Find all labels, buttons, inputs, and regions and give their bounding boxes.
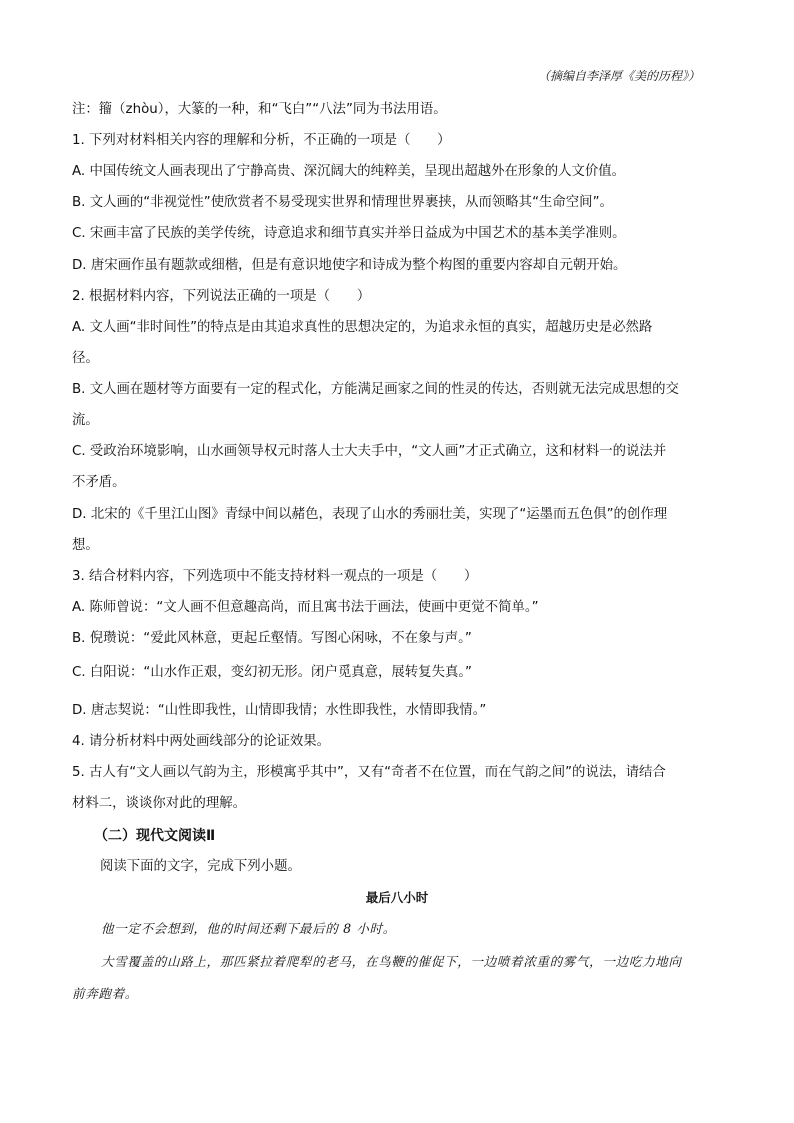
question-2-option-b-cont: 流。 <box>72 413 99 428</box>
question-2-stem: 2. 根据材料内容，下列说法正确的一项是（ ） <box>72 289 371 304</box>
annotation: 注：籀（zhòu），大篆的一种，和“飞白”“八法”同为书法用语。 <box>72 102 447 117</box>
question-1-option-a: A. 中国传统文人画表现出了宁静高贵、深沉阔大的纯粹美，呈现出超越外在形象的人文价值。 <box>72 164 626 179</box>
source-note: （摘编自李泽厚《美的历程》） <box>538 69 701 83</box>
question-1-stem: 1. 下列对材料相关内容的理解和分析，不正确的一项是（ ） <box>72 133 451 148</box>
question-1-option-d: D. 唐宋画作虽有题款或细楷，但是有意识地使字和诗成为整个构图的重要内容却自元朝开始。 <box>72 258 627 273</box>
question-3-option-c: C. 白阳说：“山水作正艰，变幻初无形。闭户觅真意，展转复失真。” <box>72 665 472 680</box>
question-4: 4. 请分析材料中两处画线部分的论证效果。 <box>72 734 331 749</box>
story-title: 最后八小时 <box>365 890 429 905</box>
question-3-option-a: A. 陈师曾说：“文人画不但意趣高尚，而且寓书法于画法，使画中更觉不简单。” <box>72 600 539 615</box>
question-2-option-b: B. 文人画在题材等方面要有一定的程式化，方能满足画家之间的性灵的传达，否则就无法完成思想的交 <box>72 382 679 397</box>
question-3-stem: 3. 结合材料内容，下列选项中不能支持材料一观点的一项是（ ） <box>72 569 478 584</box>
question-2-option-d: D. 北宋的《千里江山图》青绿中间以赭色，表现了山水的秀丽壮美，实现了“运墨而五色俱”的创作理 <box>72 507 668 522</box>
question-1-option-c: C. 宋画丰富了民族的美学传统，诗意追求和细节真实并举日益成为中国艺术的基本美学准则。 <box>72 226 626 241</box>
question-2-option-a: A. 文人画“非时间性”的特点是由其追求真性的思想决定的，为追求永恒的真实，超越历史是必然路 <box>72 320 653 335</box>
question-3-option-d: D. 唐志契说：“山性即我性，山情即我情；水性即我性，水情即我情。” <box>72 703 487 718</box>
question-3-option-b: B. 倪瓒说：“爱此风林意，更起丘壑情。写图心闲咏，不在象与声。” <box>72 631 472 646</box>
question-2-option-c-cont: 不矛盾。 <box>72 475 126 490</box>
question-2-option-c: C. 受政治环境影响，山水画领导权元时落人士大夫手中，“文人画”才正式确立，这和材料一的说法并 <box>72 444 667 459</box>
story-paragraph-2-line-2: 前奔跑着。 <box>72 986 138 1001</box>
story-paragraph-1: 他一定不会想到，他的时间还剩下最后的 8 小时。 <box>101 921 396 936</box>
story-paragraph-2-line-1: 大雪覆盖的山路上，那匹紧拉着爬犁的老马，在鸟鞭的催促下，一边喷着浓重的雾气，一边吃力地向 <box>101 954 682 969</box>
question-2-option-d-cont: 想。 <box>72 538 99 553</box>
question-5-line-1: 5. 古人有“文人画以气韵为主，形模寓乎其中”，又有“奇者不在位置，而在气韵之间”的说法，请结合 <box>72 765 666 780</box>
question-2-option-a-cont: 径。 <box>72 351 99 366</box>
question-1-option-b: B. 文人画的“非视觉性”使欣赏者不易受现实世界和情理世界裹挟，从而领略其“生命空间”。 <box>72 195 613 210</box>
section-heading: （二）现代文阅读Ⅱ <box>94 828 216 844</box>
question-5-line-2: 材料二，谈谈你对此的理解。 <box>72 796 247 811</box>
reading-instruction: 阅读下面的文字，完成下列小题。 <box>100 859 301 874</box>
